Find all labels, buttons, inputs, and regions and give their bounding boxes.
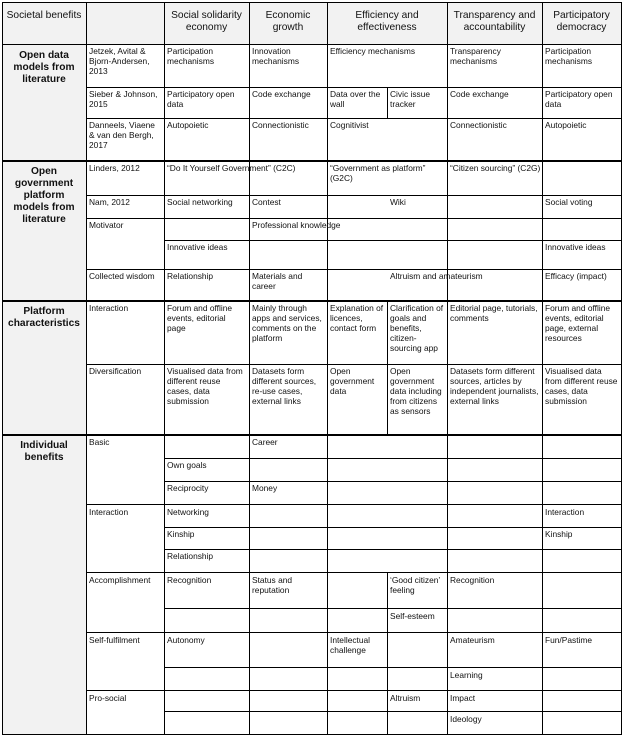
table-cell: Recognition	[450, 575, 495, 585]
row-label: Interaction	[89, 507, 129, 517]
table-cell: Efficacy (impact)	[545, 271, 607, 281]
table-cell: Altruism	[390, 693, 421, 703]
table-cell: Autopoietic	[167, 120, 209, 130]
row-label: Jetzek, Avital & Bjorn-Andersen, 2013	[89, 46, 150, 76]
table-cell: Connectionistic	[252, 120, 309, 130]
table-cell: Interaction	[545, 507, 585, 517]
row-label: Self-fulfilment	[89, 635, 140, 645]
table-cell: Social networking	[167, 197, 233, 207]
table-cell: Open government data including from citizens as sensors	[390, 366, 442, 416]
table-cell: Innovative ideas	[167, 242, 228, 252]
table-cell: Money	[252, 483, 278, 493]
table-cell: Editorial page, tutorials, comments	[450, 303, 538, 323]
table-cell: Fun/Pastime	[545, 635, 593, 645]
table-cell: Transparency mechanisms	[450, 46, 501, 66]
table-cell: Relationship	[167, 551, 214, 561]
header-transparency: Transparency and accountability	[453, 10, 536, 33]
table-cell: Datasets form different sources, re-use cases, external links	[252, 366, 317, 406]
row-label: Accomplishment	[89, 575, 151, 585]
row-label: Danneels, Viaene & van den Bergh, 2017	[89, 120, 155, 150]
table-cell: Participation mechanisms	[545, 46, 593, 66]
table-cell: Own goals	[167, 460, 207, 470]
table-cell: Self-esteem	[390, 611, 435, 621]
table-cell: Forum and offline events, editorial page	[167, 303, 233, 333]
table-cell: Explanation of licences, contact form	[330, 303, 384, 333]
table-cell: Recognition	[167, 575, 212, 585]
table-cell: Innovative ideas	[545, 242, 606, 252]
table-cell: Efficiency mechanisms	[330, 46, 416, 56]
table-cell: Social voting	[545, 197, 593, 207]
table-cell: Cognitivist	[330, 120, 369, 130]
row-label: Diversification	[89, 366, 142, 376]
header-societal-benefits: Societal benefits	[6, 10, 82, 21]
row-label: Sieber & Johnson, 2015	[89, 89, 158, 109]
row-label: Interaction	[89, 303, 129, 313]
table-cell: Visualised data from different reuse cases, data submission	[167, 366, 243, 406]
table-cell: Relationship	[167, 271, 214, 281]
table-cell: Autonomy	[167, 635, 205, 645]
section-open-gov: Open government platform models from literature	[13, 166, 75, 225]
table-cell: Participatory open data	[167, 89, 235, 109]
table-cell: Participation mechanisms	[167, 46, 215, 66]
table-cell: Kinship	[545, 529, 573, 539]
table-cell: Contest	[252, 197, 281, 207]
table-cell: Altruism and amateurism	[390, 271, 483, 281]
table-cell: Data over the wall	[330, 89, 381, 109]
table-cell: “Citizen sourcing” (C2G)	[450, 163, 541, 173]
table-cell: Materials and career	[252, 271, 303, 291]
header-participatory: Participatory democracy	[553, 10, 610, 33]
table-cell: Reciprocity	[167, 483, 209, 493]
table-cell: Open government data	[330, 366, 375, 396]
table-cell: Forum and offline events, editorial page, external resources	[545, 303, 611, 343]
table-cell: Visualised data from different reuse cases, data submission	[545, 366, 618, 406]
row-label: Basic	[89, 437, 110, 447]
table-cell: “Do It Yourself Government” (C2C)	[167, 163, 296, 173]
table-cell: Autopoietic	[545, 120, 587, 130]
header-economic-growth: Economic growth	[265, 10, 311, 33]
table-cell: Connectionistic	[450, 120, 507, 130]
benefits-table	[2, 2, 622, 735]
section-individual: Individual benefits	[20, 440, 68, 463]
grid-line	[2, 734, 622, 735]
table-cell: Career	[252, 437, 278, 447]
table-cell: Innovation mechanisms	[252, 46, 300, 66]
table-cell: Civic issue tracker	[390, 89, 431, 109]
grid-line	[164, 667, 622, 668]
table-cell: Code exchange	[252, 89, 311, 99]
table-cell: Wiki	[390, 197, 406, 207]
table-cell: Status and reputation	[252, 575, 293, 595]
table-cell: ‘Good citizen’ feeling	[390, 575, 440, 595]
section-open-data: Open data models from literature	[13, 50, 75, 85]
row-label: Collected wisdom	[89, 271, 155, 281]
header-social-solidarity: Social solidarity economy	[171, 10, 242, 33]
section-platform: Platform characteristics	[8, 306, 80, 329]
grid-line	[164, 711, 622, 712]
table-cell: Impact	[450, 693, 476, 703]
table-cell: Learning	[450, 670, 483, 680]
row-label: Motivator	[89, 220, 124, 230]
table-cell: Participatory open data	[545, 89, 613, 109]
table-cell: Networking	[167, 507, 209, 517]
header-efficiency: Efficiency and effectiveness	[355, 10, 419, 33]
table-cell: Clarification of goals and benefits, citizen-sourcing app	[390, 303, 444, 353]
grid-line	[621, 2, 622, 735]
table-cell: Intellectual challenge	[330, 635, 371, 655]
table-cell: “Government as platform” (G2C)	[330, 163, 426, 183]
table-cell: Mainly through apps and services, comments on the platform	[252, 303, 322, 343]
table-cell: Professional knowledge	[252, 220, 341, 230]
table-cell: Ideology	[450, 714, 482, 724]
table-cell: Code exchange	[450, 89, 509, 99]
table-cell: Kinship	[167, 529, 195, 539]
row-label: Pro-social	[89, 693, 127, 703]
row-label: Nam, 2012	[89, 197, 130, 207]
row-label: Linders, 2012	[89, 163, 140, 173]
table-cell: Datasets form different sources, articles by independent journalists, external links	[450, 366, 539, 406]
table-cell: Amateurism	[450, 635, 495, 645]
